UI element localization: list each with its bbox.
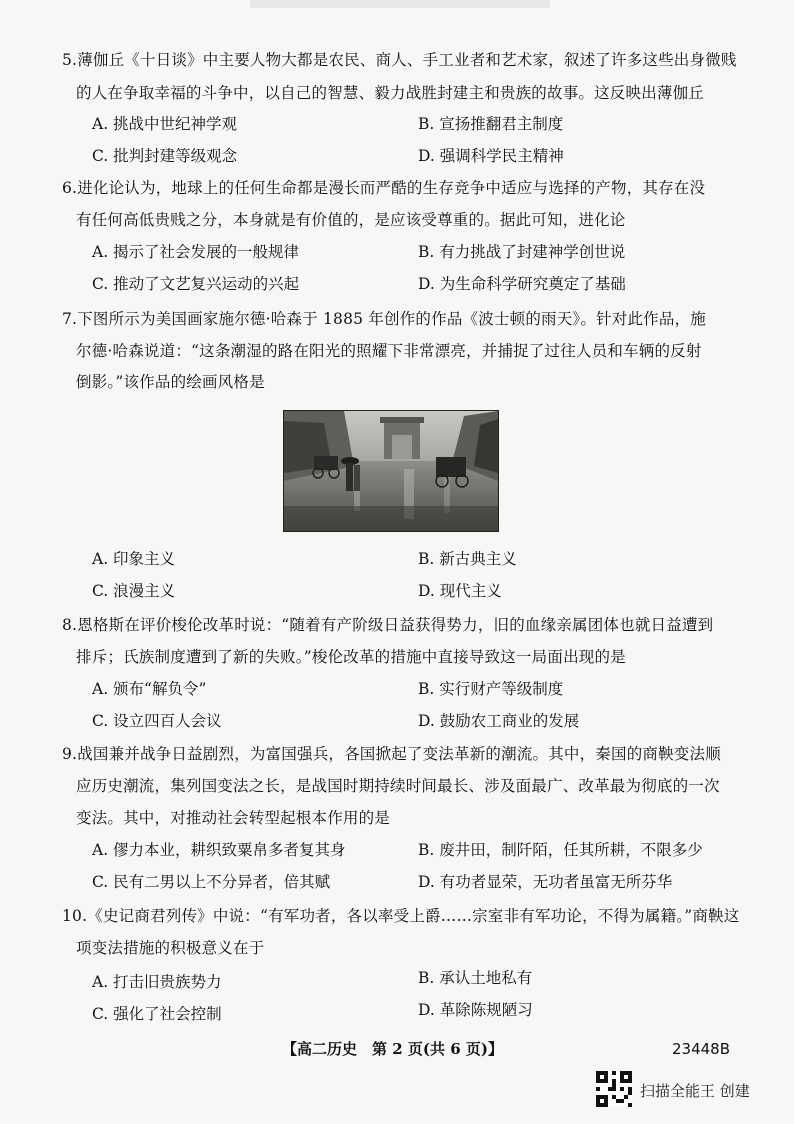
q6-option-a: A. 揭示了社会发展的一般规律 xyxy=(92,243,300,261)
q9-option-c: C. 民有二男以上不分异者，倍其赋 xyxy=(92,873,331,891)
q5-stem-line-1: 5.薄伽丘《十日谈》中主要人物大都是农民、商人、手工业者和艺术家，叙述了许多这些出身微贱 xyxy=(62,51,737,69)
q8-option-a: A. 颁布“解负令” xyxy=(92,680,207,698)
boston-rainy-day-painting xyxy=(283,410,499,532)
q7-stem-line-1: 7.下图所示为美国画家施尔德·哈森于 1885 年创作的作品《波士顿的雨天》。针对此作品，施 xyxy=(62,310,706,328)
q5-stem-line-2: 的人在争取幸福的斗争中，以自己的智慧、毅力战胜封建主和贵族的故事。这反映出薄伽丘 xyxy=(76,84,705,102)
q10-option-d: D. 革除陈规陋习 xyxy=(418,1001,533,1019)
q7-stem-line-3: 倒影。”该作品的绘画风格是 xyxy=(76,373,265,391)
q10-stem-line-1: 10.《史记商君列传》中说：“有军功者，各以率受上爵……宗室非有军功论，不得为属籍。”商鞅这 xyxy=(62,907,740,925)
q7-stem-line-2: 尔德·哈森说道：“这条潮湿的路在阳光的照耀下非常漂亮，并捕捉了过往人员和车辆的反射 xyxy=(76,342,702,360)
qr-code-icon xyxy=(596,1071,632,1107)
scan-edge-shadow xyxy=(250,0,550,8)
q6-stem-line-1: 6.进化论认为，地球上的任何生命都是漫长而严酷的生存竞争中适应与选择的产物，其存在没 xyxy=(62,179,706,197)
q9-stem-line-1: 9.战国兼并战争日益剧烈，为富国强兵，各国掀起了变法革新的潮流。其中，秦国的商鞅变法顺 xyxy=(62,745,721,763)
q8-stem-line-2: 排斥；氏族制度遭到了新的失败。”梭伦改革的措施中直接导致这一局面出现的是 xyxy=(76,648,626,666)
q7-option-d: D. 现代主义 xyxy=(418,582,502,600)
q6-stem-line-2: 有任何高低贵贱之分，本身就是有价值的，是应该受尊重的。据此可知，进化论 xyxy=(76,211,626,229)
q5-option-d: D. 强调科学民主精神 xyxy=(418,147,564,165)
q7-option-b: B. 新古典主义 xyxy=(418,550,517,568)
exam-code: 23448B xyxy=(672,1040,731,1058)
painting-image xyxy=(284,411,498,531)
q5-option-c: C. 批判封建等级观念 xyxy=(92,147,238,165)
q10-stem-line-2: 项变法措施的积极意义在于 xyxy=(76,939,265,957)
q7-option-a: A. 印象主义 xyxy=(92,550,176,568)
q10-option-a: A. 打击旧贵族势力 xyxy=(92,973,222,991)
q8-option-b: B. 实行财产等级制度 xyxy=(418,680,564,698)
q6-option-d: D. 为生命科学研究奠定了基础 xyxy=(418,275,626,293)
q9-option-a: A. 僇力本业，耕织致粟帛多者复其身 xyxy=(92,841,346,859)
q8-option-c: C. 设立四百人会议 xyxy=(92,712,222,730)
q5-option-b: B. 宣扬推翻君主制度 xyxy=(418,115,564,133)
q10-option-b: B. 承认土地私有 xyxy=(418,969,533,987)
q8-option-d: D. 鼓励农工商业的发展 xyxy=(418,712,580,730)
q5-option-a: A. 挑战中世纪神学观 xyxy=(92,115,238,133)
page-footer-title: 【高二历史 第 2 页(共 6 页)】 xyxy=(282,1040,503,1058)
q7-option-c: C. 浪漫主义 xyxy=(92,582,176,600)
q6-option-b: B. 有力挑战了封建神学创世说 xyxy=(418,243,626,261)
q9-stem-line-2: 应历史潮流，集列国变法之长，是战国时期持续时间最长、涉及面最广、改革最为彻底的一次 xyxy=(76,777,720,795)
scanner-watermark: 扫描全能王 创建 xyxy=(640,1082,750,1100)
q8-stem-line-1: 8.恩格斯在评价梭伦改革时说：“随着有产阶级日益获得势力，旧的血缘亲属团体也就日益遭到 xyxy=(62,616,714,634)
q10-option-c: C. 强化了社会控制 xyxy=(92,1005,222,1023)
q9-option-d: D. 有功者显荣，无功者虽富无所芬华 xyxy=(418,873,673,891)
q9-option-b: B. 废井田，制阡陌，任其所耕，不限多少 xyxy=(418,841,703,859)
q9-stem-line-3: 变法。其中，对推动社会转型起根本作用的是 xyxy=(76,809,391,827)
q6-option-c: C. 推动了文艺复兴运动的兴起 xyxy=(92,275,300,293)
